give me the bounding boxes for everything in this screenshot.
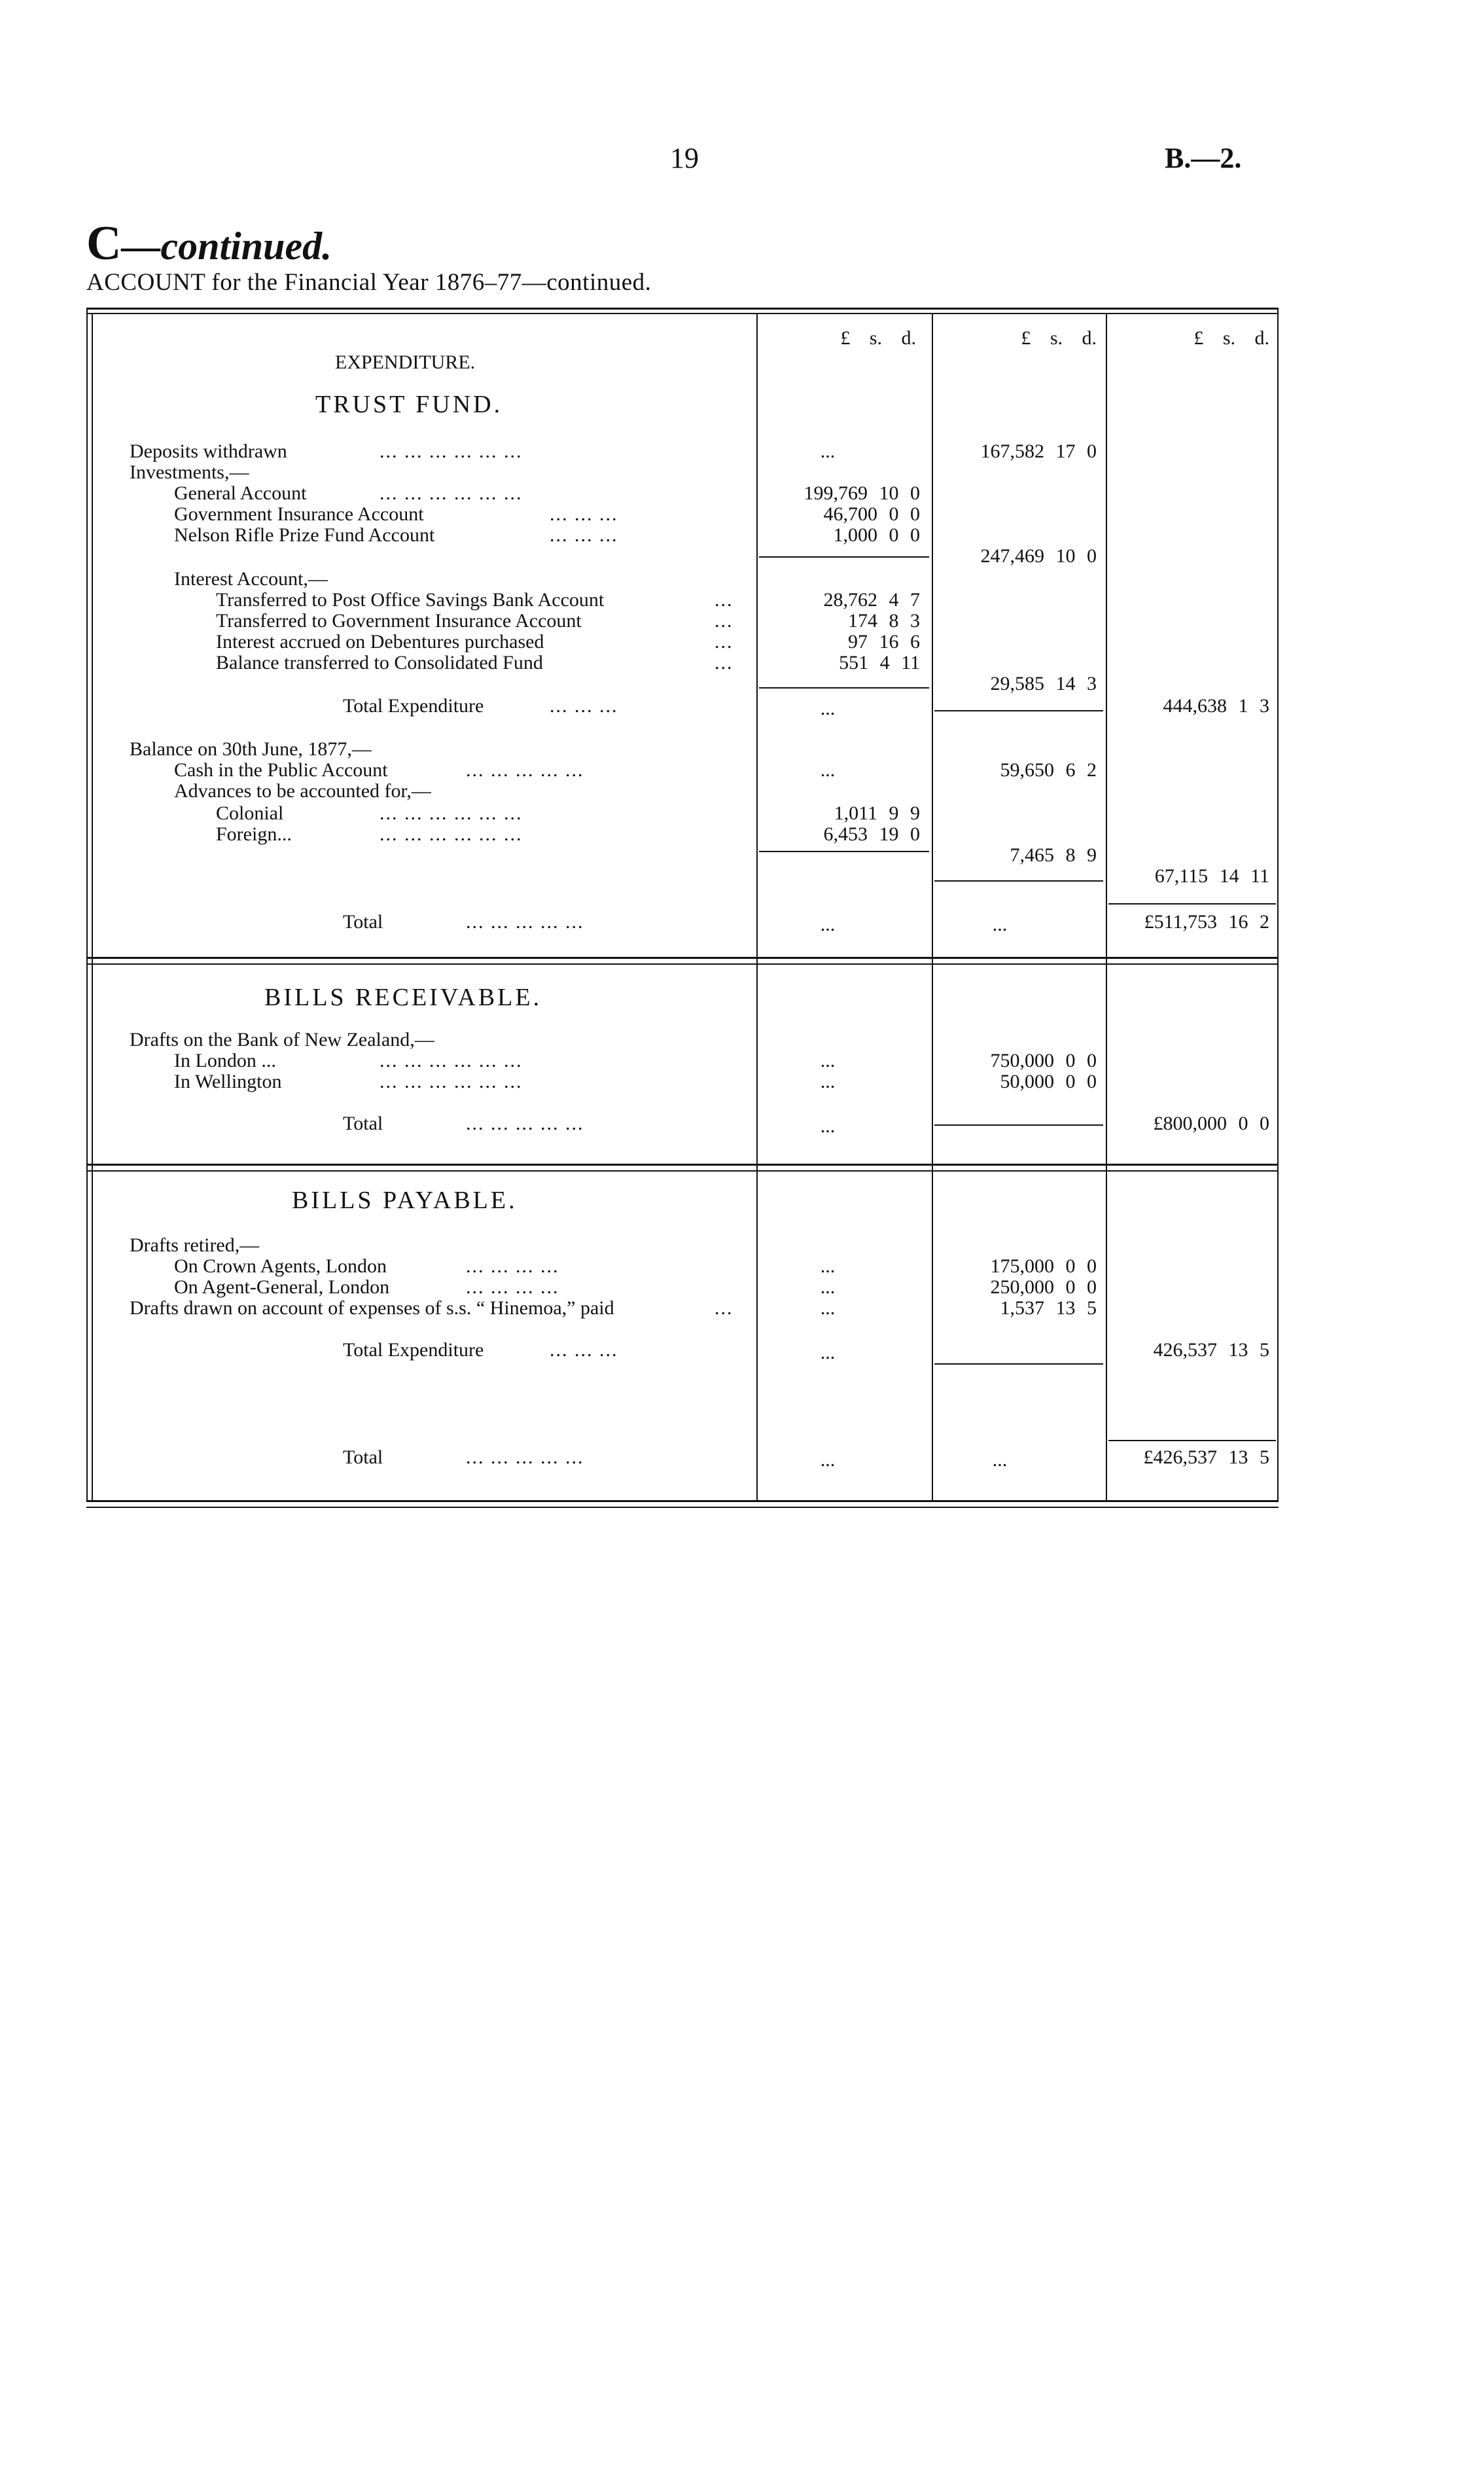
trust-total-label: Total	[343, 911, 383, 933]
payable-row-label: Drafts retired,—	[130, 1234, 260, 1256]
trust-row-c1: 46,700 0 0	[823, 503, 920, 525]
leader-dots: ... ... ... ...	[466, 1255, 559, 1277]
trust-row-c2: 59,650 6 2	[1000, 759, 1097, 781]
trust-row-label: General Account	[174, 482, 307, 504]
column-header-expenditure: EXPENDITURE.	[335, 351, 476, 373]
leader-dots: ...	[715, 652, 733, 673]
trust-row-c1: ...	[820, 440, 836, 462]
payable-row-c1: ...	[820, 1449, 836, 1471]
payable-total-expenditure-value: 426,537 13 5	[1153, 1339, 1269, 1361]
page-number: 19	[670, 142, 699, 174]
payable-row-c1: ...	[820, 1342, 836, 1363]
trust-row-label: Interest Account,—	[174, 568, 328, 590]
account-subtitle: ACCOUNT for the Financial Year 1876–77—continued.	[86, 269, 652, 296]
trust-row-label: Cash in the Public Account	[174, 759, 388, 781]
receivable-row-c2: 750,000 0 0	[990, 1050, 1097, 1071]
bills-receivable-title: BILLS RECEIVABLE.	[264, 984, 542, 1011]
leader-dots: ... ... ...	[550, 1339, 618, 1361]
payable-row-label: On Crown Agents, London	[174, 1255, 387, 1277]
trust-total-expenditure-label: Total Expenditure	[343, 695, 484, 717]
trust-row-c1: ...	[820, 698, 836, 719]
trust-row-label: Foreign...	[216, 823, 292, 845]
trust-row-c2: ...	[992, 914, 1008, 935]
leader-dots: ... ... ...	[550, 695, 618, 717]
leader-dots: ...	[715, 1297, 733, 1319]
payable-row-c2: 1,537 13 5	[1000, 1297, 1097, 1319]
trust-row-label: Deposits withdrawn	[130, 440, 287, 462]
trust-row-label: Government Insurance Account	[174, 503, 424, 525]
payable-total-label: Total	[343, 1446, 383, 1468]
payable-total-expenditure-label: Total Expenditure	[343, 1339, 484, 1361]
receivable-row-c1: ...	[820, 1050, 836, 1071]
leader-dots: ...	[715, 589, 733, 611]
trust-row-label: Balance transferred to Consolidated Fund	[216, 652, 543, 673]
receivable-row-label: In London ...	[174, 1050, 276, 1071]
payable-row-c2: 250,000 0 0	[990, 1276, 1097, 1298]
trust-row-c1: 1,000 0 0	[833, 524, 920, 546]
trust-row-c2: 29,585 14 3	[990, 673, 1097, 694]
trust-row-c2: 167,582 17 0	[980, 440, 1097, 462]
payable-row-label: Drafts drawn on account of expenses of s.s. “ Hinemoa,” paid	[130, 1297, 614, 1319]
payable-row-c2: ...	[992, 1449, 1008, 1471]
trust-row-label: Colonial	[216, 802, 284, 824]
leader-dots: ... ... ... ... ...	[466, 1446, 584, 1468]
payable-row-c1: ...	[820, 1297, 836, 1319]
document-ref: B.—2.	[1165, 142, 1242, 174]
leader-dots: ...	[715, 631, 733, 653]
section-continued: —continued.	[121, 224, 332, 268]
receivable-row-c1: ...	[820, 1071, 836, 1092]
receivable-row-c1: ...	[820, 1115, 836, 1137]
leader-dots: ... ... ... ... ...	[466, 1113, 584, 1134]
receivable-row-c2: 50,000 0 0	[1000, 1071, 1097, 1092]
column-header-3: £ s. d.	[1193, 327, 1269, 349]
trust-row-label: Balance on 30th June, 1877,—	[130, 738, 372, 760]
receivable-total-value: £800,000 0 0	[1153, 1113, 1269, 1134]
leader-dots: ... ... ...	[550, 503, 618, 525]
bills-payable-title: BILLS PAYABLE.	[292, 1187, 518, 1214]
receivable-row-label: Drafts on the Bank of New Zealand,—	[130, 1029, 434, 1050]
leader-dots: ... ... ... ... ... ...	[380, 440, 523, 462]
trust-row-label: Transferred to Post Office Savings Bank Account	[216, 589, 605, 611]
leader-dots: ... ... ... ...	[466, 1276, 559, 1298]
trust-row-label: Investments,—	[130, 461, 249, 483]
payable-row-c1: ...	[820, 1255, 836, 1277]
trust-row-c1: 199,769 10 0	[804, 482, 920, 504]
receivable-total-label: Total	[343, 1113, 383, 1134]
trust-row-c1: ...	[820, 914, 836, 935]
leader-dots: ... ... ... ... ... ...	[380, 823, 523, 845]
trust-row-c1: 28,762 4 7	[823, 589, 920, 611]
leader-dots: ... ... ... ... ...	[466, 759, 584, 781]
payable-total-value: £426,537 13 5	[1143, 1446, 1269, 1468]
leader-dots: ... ... ... ... ... ...	[380, 482, 523, 504]
receivable-row-label: In Wellington	[174, 1071, 282, 1092]
trust-total-expenditure-value: 444,638 1 3	[1163, 695, 1269, 717]
trust-row-c1: ...	[820, 759, 836, 781]
trust-row-c3: 67,115 14 11	[1154, 865, 1269, 887]
trust-row-c1: 97 16 6	[848, 631, 920, 653]
trust-row-label: Nelson Rifle Prize Fund Account	[174, 524, 435, 546]
trust-row-c2: 247,469 10 0	[980, 545, 1097, 567]
section-letter: C	[86, 217, 122, 270]
trust-total-value: £511,753 16 2	[1144, 911, 1269, 933]
trust-row-label: Interest accrued on Debentures purchased	[216, 631, 544, 653]
trust-row-label: Advances to be accounted for,—	[174, 780, 431, 802]
payable-row-c1: ...	[820, 1276, 836, 1298]
leader-dots: ... ... ... ... ... ...	[380, 1050, 523, 1071]
column-header-1: £ s. d.	[840, 327, 916, 349]
leader-dots: ...	[715, 610, 733, 632]
payable-row-label: On Agent-General, London	[174, 1276, 390, 1298]
leader-dots: ... ... ...	[550, 524, 618, 546]
trust-row-c2: 7,465 8 9	[1010, 844, 1097, 866]
trust-row-label: Transferred to Government Insurance Account	[216, 610, 582, 632]
trust-row-c1: 551 4 11	[839, 652, 920, 673]
trust-row-c1: 174 8 3	[848, 610, 920, 632]
trust-row-c1: 6,453 19 0	[823, 823, 920, 845]
payable-row-c2: 175,000 0 0	[990, 1255, 1097, 1277]
trust-fund-title: TRUST FUND.	[315, 391, 503, 418]
leader-dots: ... ... ... ... ... ...	[380, 802, 523, 824]
column-header-2: £ s. d.	[1021, 327, 1097, 349]
trust-row-c1: 1,011 9 9	[834, 802, 920, 824]
leader-dots: ... ... ... ... ...	[466, 911, 584, 933]
leader-dots: ... ... ... ... ... ...	[380, 1071, 523, 1092]
